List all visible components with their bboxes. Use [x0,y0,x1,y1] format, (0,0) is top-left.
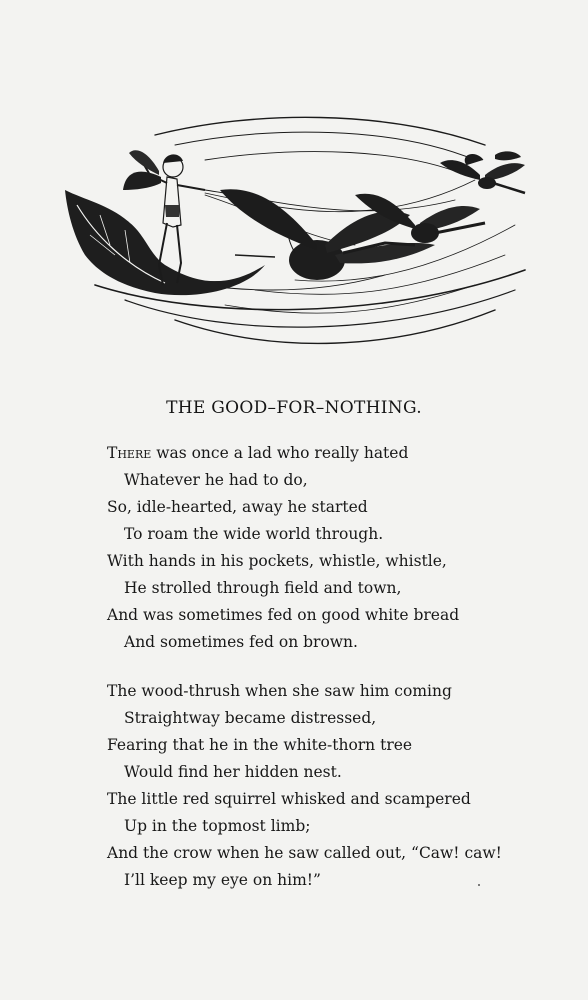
poem-line: And the crow when he saw called out, “Caw! caw! [107,844,502,862]
poem-line: The little red squirrel whisked and scampered [107,790,471,808]
poem-line: With hands in his pockets, whistle, whistle, [107,552,447,570]
poem-line: And was sometimes fed on good white bread [107,606,460,624]
poem-line: And sometimes fed on brown. [124,633,358,651]
drop-word: There [107,444,152,462]
poem-line: Straightway became distressed, [124,709,377,727]
poem-line: I’ll keep my eye on him!” [124,871,321,889]
poem-line: Fearing that he in the white-thorn tree [107,736,413,754]
poem-line: To roam the wide world through. [124,525,384,543]
fairy-dragonfly-illustration [55,105,545,360]
poem-line: There was once a lad who really hated [107,444,409,462]
poem-line: So, idle-hearted, away he started [107,498,368,516]
poem-line: The wood-thrush when she saw him coming [107,682,452,700]
poem-line: Up in the topmost limb; [124,817,311,835]
poem-line: Whatever he had to do, [124,471,308,489]
poem-line: He strolled through field and town, [124,579,402,597]
paper-speck [478,884,480,886]
poem-line: Would find her hidden nest. [124,763,342,781]
poem-title: THE GOOD–FOR–NOTHING. [166,398,422,418]
